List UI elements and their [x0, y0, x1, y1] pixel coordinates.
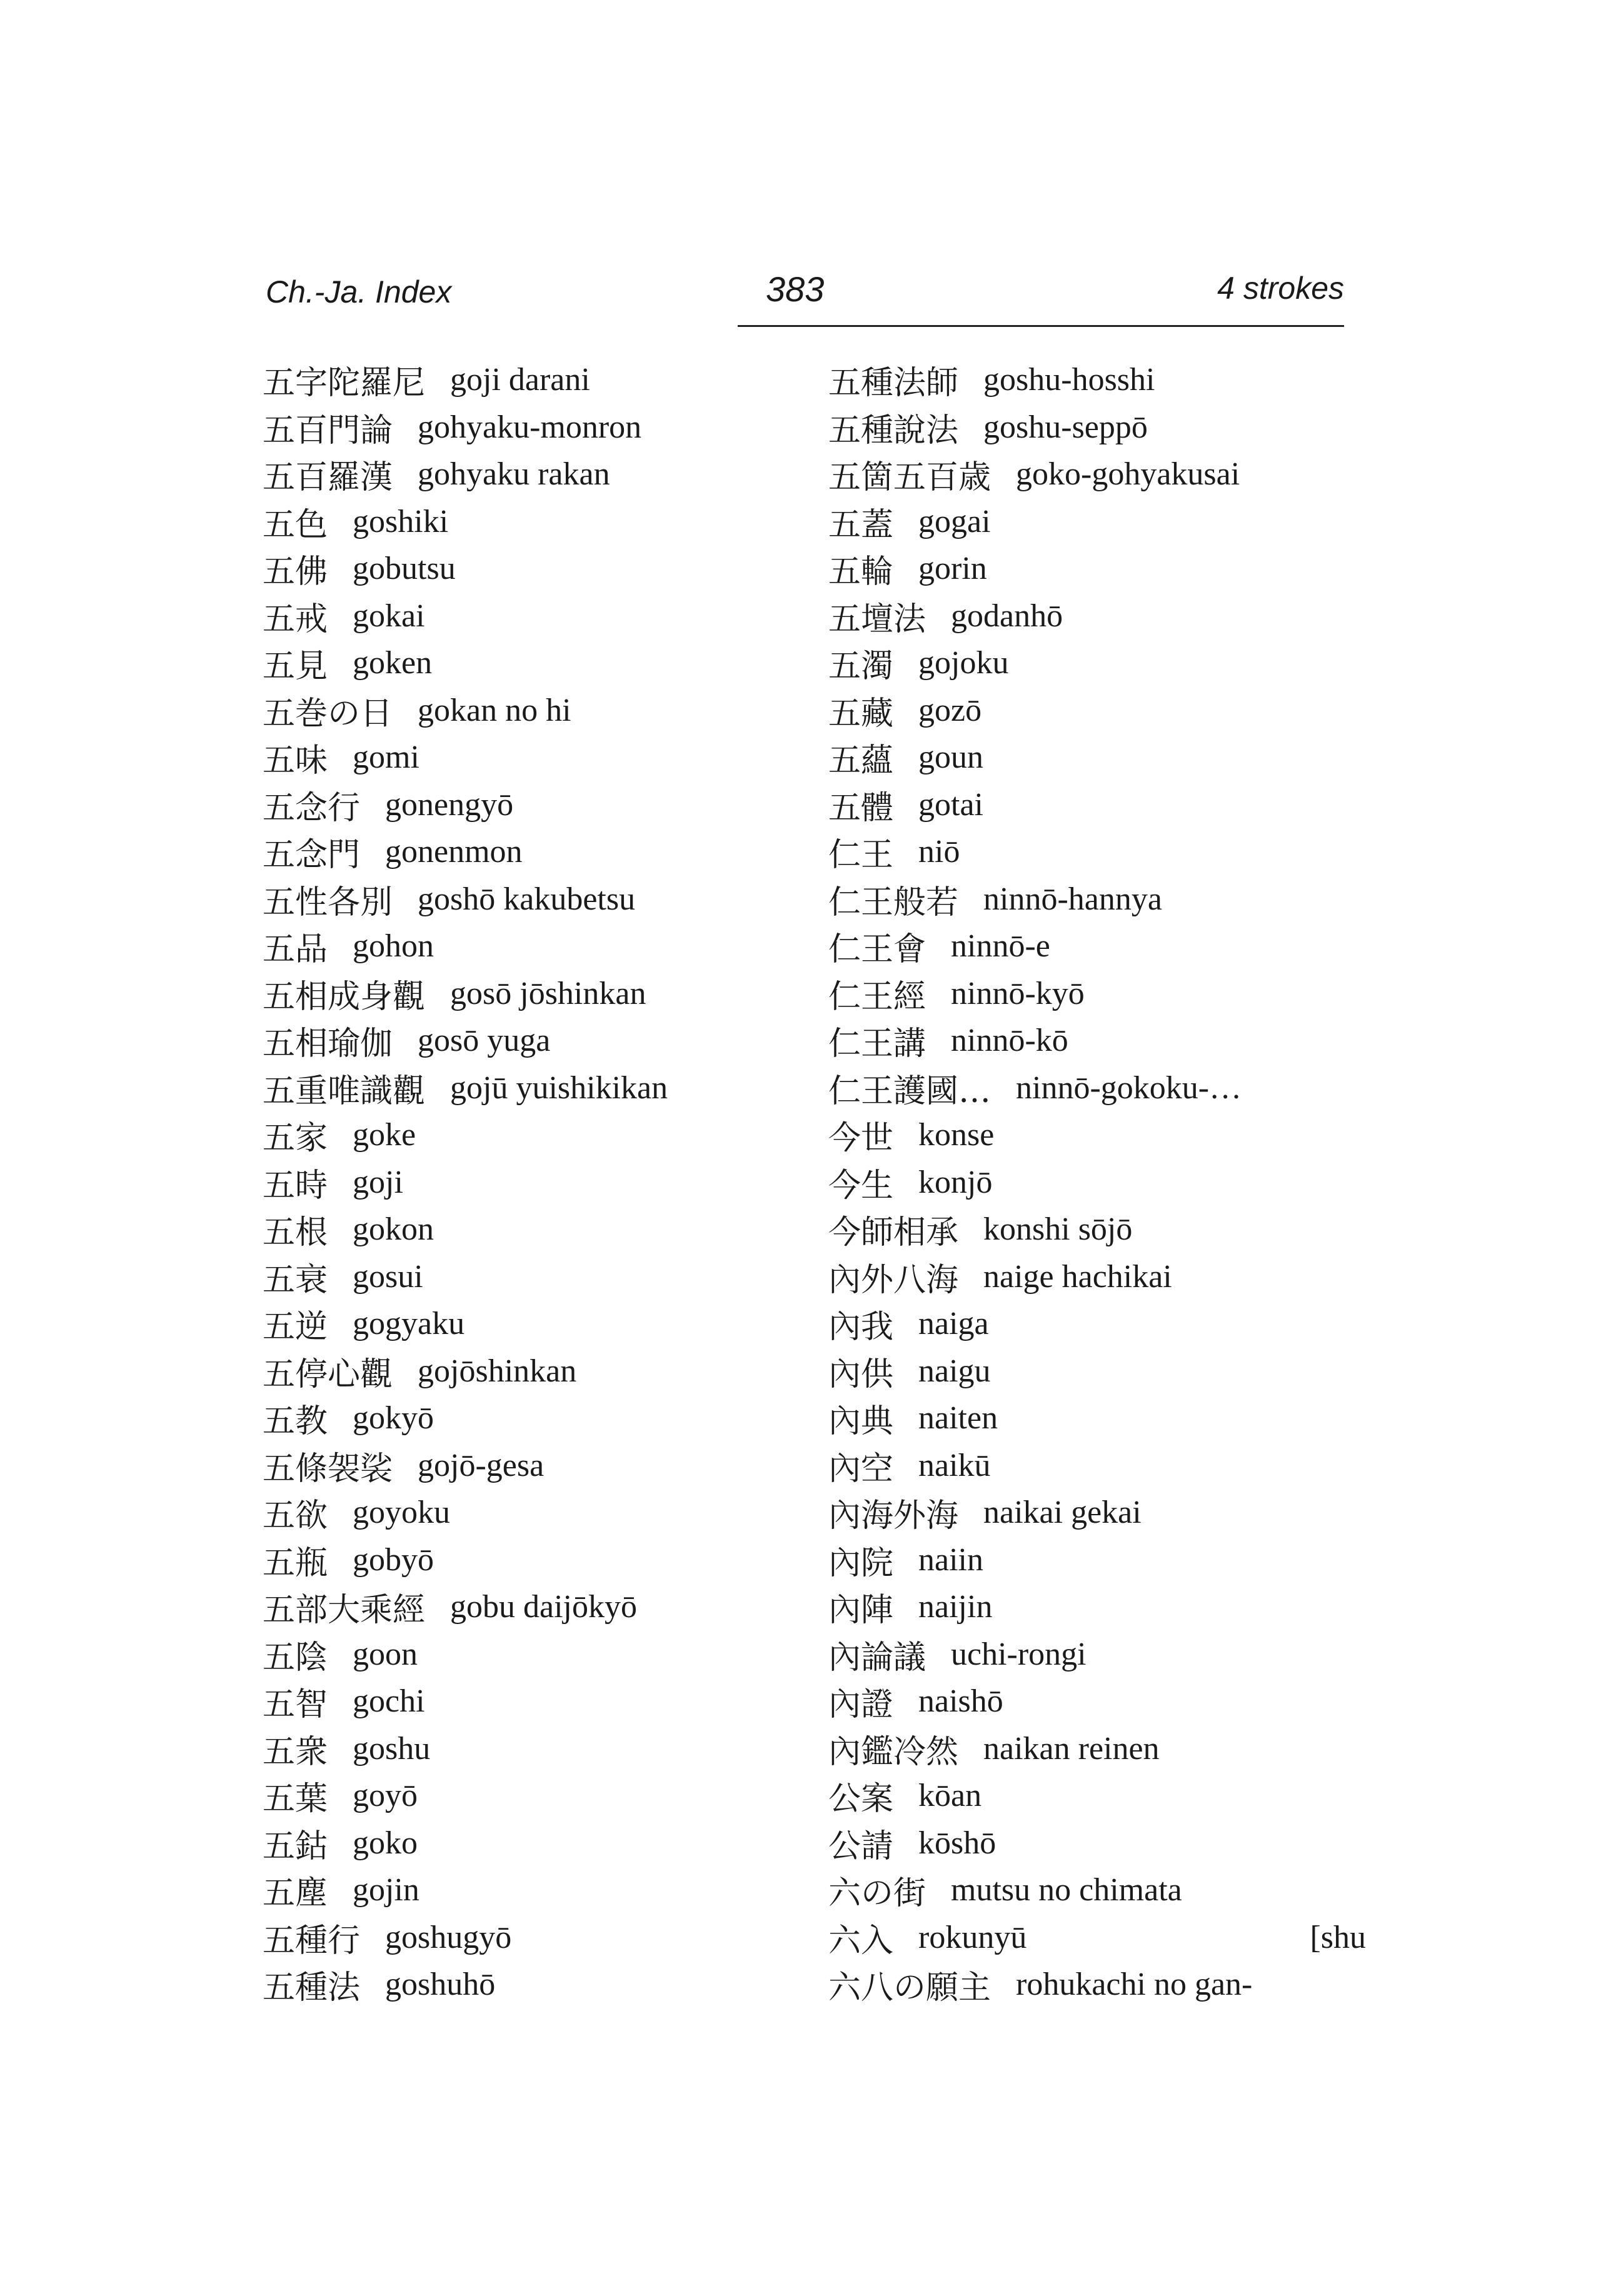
- entry-kanji: 五衰: [263, 1261, 328, 1299]
- entry-reading: gojoku: [918, 645, 1009, 681]
- entry-reading: ninnō-kyō: [951, 975, 1085, 1011]
- index-entry: [263, 1725, 825, 1773]
- entry-reading: goyō: [353, 1778, 418, 1814]
- entry-reading: gobyō: [353, 1542, 434, 1578]
- entry-kanji: 內陣: [828, 1592, 894, 1630]
- entry-kanji: 五鈷: [263, 1827, 328, 1865]
- entry-kanji: 五停心觀: [263, 1355, 393, 1393]
- entry-kanji: 五藏: [828, 694, 894, 733]
- entry-kanji: 今世: [828, 1120, 894, 1158]
- entry-reading: goshō kakubetsu: [418, 881, 636, 917]
- entry-kanji: 五相瑜伽: [263, 1025, 393, 1063]
- entry-reading: gojō-gesa: [418, 1447, 545, 1483]
- entry-reading: gohon: [353, 928, 434, 965]
- entry-reading: gokan no hi: [418, 692, 571, 728]
- entry-kanji: 五百門論: [263, 411, 393, 449]
- index-entry: [263, 923, 825, 970]
- index-entry: [828, 1725, 1366, 1773]
- index-entry: [263, 1961, 825, 2008]
- entry-kanji: 五戒: [263, 600, 328, 638]
- entry-reading: gomi: [353, 739, 419, 776]
- entry-reading: gotai: [918, 786, 983, 823]
- entry-kanji: 六入: [828, 1922, 894, 1960]
- index-entry: [828, 545, 1366, 593]
- page-header: [266, 269, 1344, 319]
- entry-kanji: 今生: [828, 1166, 894, 1205]
- entry-kanji: 五陰: [263, 1638, 328, 1677]
- entry-reading: gohyaku-monron: [418, 409, 642, 445]
- entry-reading: goshu: [353, 1730, 431, 1767]
- entry-kanji: 五巻の日: [263, 694, 393, 733]
- entry-kanji: 內供: [828, 1355, 894, 1393]
- entry-reading: goon: [353, 1636, 418, 1672]
- entry-reading: goun: [918, 739, 984, 776]
- entry-reading: gojōshinkan: [418, 1353, 577, 1389]
- entry-reading: mutsu no chimata: [951, 1872, 1182, 1908]
- index-entry: [263, 781, 825, 829]
- entry-kanji: 六の街: [828, 1875, 926, 1913]
- entry-reading: naishō: [918, 1683, 1003, 1720]
- entry-reading: naigu: [918, 1353, 991, 1389]
- entry-reading: goshugyō: [385, 1919, 512, 1955]
- entry-kanji: 五根: [263, 1214, 328, 1252]
- index-entry: [828, 1111, 1366, 1159]
- entry-reading: naijin: [918, 1589, 993, 1625]
- index-entry: [828, 1489, 1366, 1537]
- entry-reading: ninnō-e: [951, 928, 1050, 965]
- entry-reading: naiin: [918, 1542, 983, 1578]
- entry-reading: goke: [353, 1117, 416, 1153]
- index-entry: [263, 451, 825, 498]
- entry-kanji: 五條袈裟: [263, 1450, 393, 1488]
- index-entry: [263, 1253, 825, 1301]
- entry-kanji: 五種行: [263, 1922, 361, 1960]
- index-entry: [828, 1914, 1366, 1962]
- entry-kanji: 仁王護國…: [828, 1072, 991, 1110]
- entry-kanji: 五品: [263, 931, 328, 969]
- entry-kanji: 內鑑冷然: [828, 1733, 959, 1771]
- entry-reading: ninnō-gokoku-…: [1016, 1070, 1242, 1106]
- index-entry: [828, 828, 1366, 876]
- entry-kanji: 今師相承: [828, 1214, 959, 1252]
- entry-reading: konshi sōjō: [983, 1211, 1133, 1248]
- entry-reading: gozō: [918, 692, 982, 728]
- entry-kanji: 五見: [263, 648, 328, 686]
- entry-kanji: 五瓶: [263, 1544, 328, 1582]
- entry-reading: goshiki: [353, 503, 449, 539]
- entry-reading: gohyaku rakan: [418, 456, 610, 493]
- index-entry: [828, 1678, 1366, 1725]
- entry-kanji: 五塵: [263, 1875, 328, 1913]
- entry-reading: godanhō: [951, 598, 1063, 634]
- index-entry: [263, 1772, 825, 1820]
- entry-reading: kōan: [918, 1778, 982, 1814]
- header-rule: [738, 325, 1344, 327]
- entry-kanji: 公請: [828, 1827, 894, 1865]
- entry-kanji: 五體: [828, 789, 894, 827]
- entry-reading: gobu daijōkyō: [450, 1589, 637, 1625]
- entry-kanji: 仁王般若: [828, 883, 959, 921]
- entry-reading: goji: [353, 1164, 403, 1200]
- index-entry: [828, 1159, 1366, 1206]
- index-entry: [263, 1395, 825, 1442]
- index-entry: [263, 1583, 825, 1631]
- entry-reading: goji darani: [450, 362, 590, 398]
- entry-kanji: 內論議: [828, 1638, 926, 1677]
- entry-kanji: 五逆: [263, 1308, 328, 1346]
- entry-reading: naige hachikai: [983, 1258, 1172, 1295]
- entry-reading: niō: [918, 834, 960, 870]
- index-entry: [263, 1348, 825, 1395]
- entry-reading: gogyaku: [353, 1306, 465, 1342]
- entry-kanji: 內外八海: [828, 1261, 959, 1299]
- entry-kanji: 五時: [263, 1166, 328, 1205]
- entry-reading: goshu-seppō: [983, 409, 1148, 445]
- entry-reading: gojū yuishikikan: [450, 1070, 668, 1106]
- index-entry: [828, 1867, 1366, 1914]
- entry-reading: gochi: [353, 1683, 425, 1720]
- entry-reading: gogai: [918, 503, 991, 539]
- entry-kanji: 五性各別: [263, 883, 393, 921]
- entry-kanji: 五輪: [828, 553, 894, 591]
- entry-reading: naikū: [918, 1447, 991, 1483]
- entry-kanji: 五蓋: [828, 506, 894, 544]
- index-entry: [828, 1820, 1366, 1867]
- index-entry: [828, 1583, 1366, 1631]
- entry-kanji: 公案: [828, 1780, 894, 1818]
- index-entry: [263, 1537, 825, 1584]
- index-entry: [263, 356, 825, 404]
- index-entry: [828, 451, 1366, 498]
- index-entry: [263, 1820, 825, 1867]
- index-entry: [263, 1159, 825, 1206]
- index-entry: [263, 1489, 825, 1537]
- entry-reading: goyoku: [353, 1495, 451, 1531]
- index-entry: [828, 1206, 1366, 1253]
- index-entry: [263, 1206, 825, 1253]
- entry-reading: goshuhō: [385, 1967, 496, 2003]
- entry-kanji: 五蘊: [828, 742, 894, 780]
- index-entry: [263, 1300, 825, 1348]
- entry-reading: konse: [918, 1117, 995, 1153]
- entry-kanji: 內空: [828, 1450, 894, 1488]
- index-entry: [263, 1867, 825, 1914]
- entry-reading: goko-gohyakusai: [1016, 456, 1240, 493]
- entry-kanji: 仁王經: [828, 978, 926, 1016]
- index-entry: [263, 687, 825, 734]
- entry-reading: uchi-rongi: [951, 1636, 1087, 1672]
- index-entry: [828, 1772, 1366, 1820]
- index-entry: [828, 356, 1366, 404]
- entry-reading: gokon: [353, 1211, 434, 1248]
- entry-kanji: 五色: [263, 506, 328, 544]
- entry-kanji: 五壇法: [828, 600, 926, 638]
- index-entry: [828, 876, 1366, 923]
- index-entry: [263, 404, 825, 451]
- entry-reading: gorin: [918, 551, 987, 587]
- entry-reading: kōshō: [918, 1825, 996, 1861]
- entry-reading: gobutsu: [353, 551, 456, 587]
- entry-kanji: 五部大乘經: [263, 1592, 426, 1630]
- entry-kanji: 內證: [828, 1686, 894, 1724]
- entry-reading: gokai: [353, 598, 425, 634]
- entry-reading: gosui: [353, 1258, 423, 1295]
- index-entry: [263, 1678, 825, 1725]
- entry-reading: gojin: [353, 1872, 419, 1908]
- index-entry: [828, 1300, 1366, 1348]
- entry-reading: goshu-hosshi: [983, 362, 1155, 398]
- entry-reading: rohukachi no gan-: [1016, 1967, 1253, 2003]
- entry-kanji: 五種法: [263, 1969, 361, 2007]
- index-entry: [263, 1442, 825, 1490]
- entry-kanji: 五種說法: [828, 411, 959, 449]
- entry-reading: gonengyō: [385, 786, 514, 823]
- entry-reading: gosō yuga: [418, 1023, 551, 1059]
- index-entry: [263, 970, 825, 1018]
- entry-kanji: 五念行: [263, 789, 361, 827]
- entry-kanji: 五欲: [263, 1497, 328, 1535]
- entry-reading: konjō: [918, 1164, 993, 1200]
- index-entry: [263, 734, 825, 781]
- entry-kanji: 內海外海: [828, 1497, 959, 1535]
- index-entry: [263, 639, 825, 687]
- index-entry: [828, 639, 1366, 687]
- index-entry: [828, 1348, 1366, 1395]
- index-entry: [263, 545, 825, 593]
- entry-reading: ninnō-kō: [951, 1023, 1068, 1059]
- entry-kanji: 五智: [263, 1686, 328, 1724]
- index-entry: [263, 828, 825, 876]
- entry-reading: ninnō-hannya: [983, 881, 1162, 917]
- entry-reading: gosō jōshinkan: [450, 975, 646, 1011]
- entry-kanji: 五家: [263, 1120, 328, 1158]
- entry-kanji: 五相成身觀: [263, 978, 426, 1016]
- index-entry: [828, 1253, 1366, 1301]
- right-column: [828, 356, 1366, 2008]
- entry-kanji: 內我: [828, 1308, 894, 1346]
- index-entry: [828, 1017, 1366, 1065]
- index-entry: [828, 1631, 1366, 1678]
- entry-kanji: 五百羅漢: [263, 459, 393, 497]
- entry-kanji: 五箇五百歳: [828, 459, 991, 497]
- index-entry: [263, 1631, 825, 1678]
- index-entry: [263, 1914, 825, 1962]
- entry-kanji: 內院: [828, 1544, 894, 1582]
- index-entry: [828, 734, 1366, 781]
- index-entry: [828, 781, 1366, 829]
- index-entry: [828, 1961, 1366, 2008]
- entry-kanji: 仁王: [828, 836, 894, 875]
- entry-reading: naiten: [918, 1400, 998, 1436]
- index-entry: [263, 1111, 825, 1159]
- entry-kanji: 五種法師: [828, 364, 959, 403]
- index-entry: [828, 1537, 1366, 1584]
- index-entry: [828, 498, 1366, 546]
- entry-reading: gonenmon: [385, 834, 523, 870]
- index-entry: [263, 593, 825, 640]
- index-entry: [828, 923, 1366, 970]
- entry-reading: naiga: [918, 1306, 989, 1342]
- entry-reading: gokyō: [353, 1400, 434, 1436]
- entry-kanji: 仁王會: [828, 931, 926, 969]
- entry-kanji: 五濁: [828, 648, 894, 686]
- entry-reading: goko: [353, 1825, 418, 1861]
- entry-kanji: 五念門: [263, 836, 361, 875]
- entry-reading: rokunyū: [918, 1919, 1027, 1955]
- entry-reading: goken: [353, 645, 433, 681]
- entry-kanji: 仁王講: [828, 1025, 926, 1063]
- page-number: 383: [766, 269, 825, 309]
- index-entry: [828, 970, 1366, 1018]
- index-entry: [263, 876, 825, 923]
- index-entry: [828, 593, 1366, 640]
- index-entry: [828, 1442, 1366, 1490]
- left-column: [263, 356, 825, 2008]
- index-entry: [828, 687, 1366, 734]
- entry-kanji: 五佛: [263, 553, 328, 591]
- entry-reading: naikai gekai: [983, 1495, 1142, 1531]
- index-entry: [828, 1065, 1366, 1112]
- entry-kanji: 六八の願主: [828, 1969, 991, 2007]
- entry-kanji: 五衆: [263, 1733, 328, 1771]
- index-entry: [263, 1065, 825, 1112]
- entry-kanji: 五字陀羅尼: [263, 364, 426, 403]
- index-entry: [828, 404, 1366, 451]
- index-entry: [263, 1017, 825, 1065]
- index-entry: [828, 1395, 1366, 1442]
- header-index-title: Ch.-Ja. Index: [266, 274, 452, 309]
- entry-kanji: 五教: [263, 1403, 328, 1441]
- index-entry: [263, 498, 825, 546]
- header-strokes: 4 strokes: [1217, 271, 1344, 306]
- entry-continuation: [shu: [1310, 1919, 1366, 1955]
- entry-kanji: 五重唯識觀: [263, 1072, 426, 1110]
- entry-kanji: 五味: [263, 742, 328, 780]
- entry-kanji: 內典: [828, 1403, 894, 1441]
- entry-kanji: 五葉: [263, 1780, 328, 1818]
- entry-reading: naikan reinen: [983, 1730, 1160, 1767]
